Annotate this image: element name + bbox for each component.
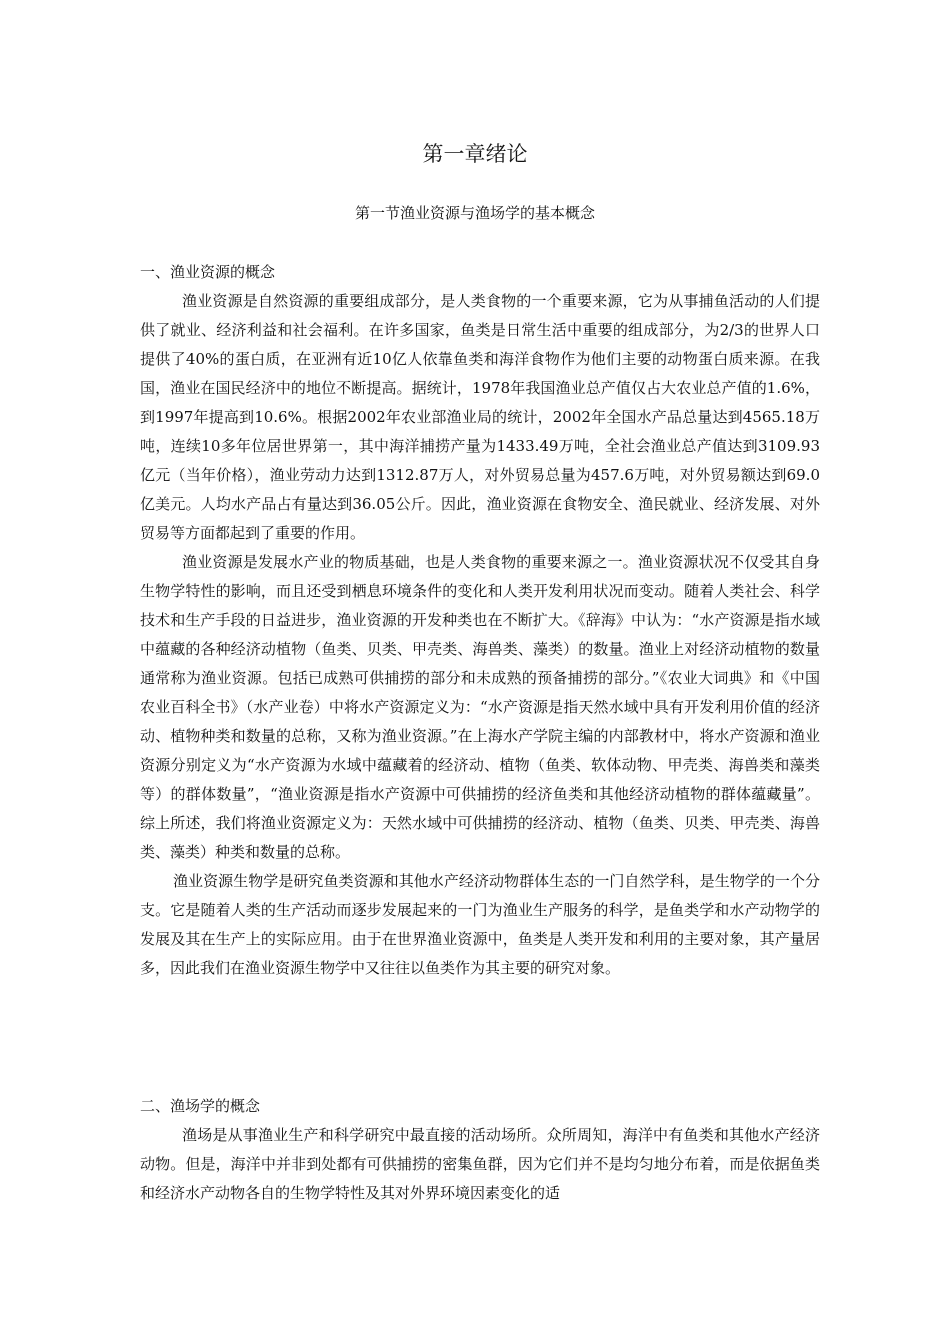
section-one: [140, 258, 820, 983]
paragraph: 渔场是从事渔业生产和科学研究中最直接的活动场所。众所周知，海洋中有鱼类和其他水产经济动物。但是，海洋中并非到处都有可供捕捞的密集鱼群，因为它们并不是均匀地分布着，而是依据鱼类和经济水产动物各自的生物学特性及其对外界环境因素变化的适: [140, 1126, 820, 1202]
paragraph: 渔业资源是发展水产业的物质基础，也是人类食物的重要来源之一。渔业资源状况不仅受其自身生物学特性的影响，而且还受到栖息环境条件的变化和人类开发利用状况而变动。随着人类社会、科学技术和生产手段的日益进步，渔业资源的开发种类也在不断扩大。《辞海》中认为：“水产资源是指水域中蕴藏的各种经济动植物（鱼类、贝类、甲壳类、海兽类、藻类）的数量。渔业上对经济动植物的数量通常称为渔业资源。包括已成熟可供捕捞的部分和未成熟的预备捕捞的部分。”《农业大词典》和《中国农业百科全书》（水产业卷）中将水产资源定义为：“水产资源是指天然水域中具有开发利用价值的经济动、植物种类和数量的总称，又称为渔业资源。”在上海水产学院主编的内部教材中，将水产资源和渔业资源分别定义为“水产资源为水域中蕴藏着的经济动、植物（鱼类、软体动物、甲壳类、海兽类和藻类等）的群体数量”，“渔业资源是指水产资源中可供捕捞的经济鱼类和其他经济动植物的群体蕴藏量”。综上所述，我们将渔业资源定义为：天然水域中可供捕捞的经济动、植物（鱼类、贝类、甲壳类、海兽类、藻类）种类和数量的总称。: [140, 553, 820, 861]
chapter-title: 第一章绪论: [422, 142, 528, 166]
section-two: [140, 1092, 820, 1208]
paragraph: 渔业资源生物学是研究鱼类资源和其他水产经济动物群体生态的一门自然学科，是生物学的一个分支。它是随着人类的生产活动而逐步发展起来的一门为渔业生产服务的科学，是鱼类学和水产动物学的发展及其在生产上的实际应用。由于在世界渔业资源中，鱼类是人类开发和利用的主要对象，其产量居多，因此我们在渔业资源生物学中又往往以鱼类作为其主要的研究对象。: [140, 872, 820, 977]
section-one-heading: 一、渔业资源的概念: [140, 263, 276, 281]
section-title: 第一节渔业资源与渔场学的基本概念: [354, 204, 595, 222]
section-two-heading: 二、渔场学的概念: [140, 1097, 261, 1115]
paragraph: 渔业资源是自然资源的重要组成部分，是人类食物的一个重要来源，它为从事捕鱼活动的人们提供了就业、经济利益和社会福利。在许多国家，鱼类是日常生活中重要的组成部分，为2/3的世界人口提供了40%的蛋白质，在亚洲有近10亿人依靠鱼类和海洋食物作为他们主要的动物蛋白质来源。在我国，渔业在国民经济中的地位不断提高。据统计，1978年我国渔业总产值仅占大农业总产值的1.6%，到1997年提高到10.6%。根据2002年农业部渔业局的统计，2002年全国水产品总量达到4565.18万吨，连续10多年位居世界第一，其中海洋捕捞产量为1433.49万吨，全社会渔业总产值达到3109.93亿元（当年价格），渔业劳动力达到1312.87万人，对外贸易总量为457.6万吨，对外贸易额达到69.0亿美元。人均水产品占有量达到36.05公斤。因此，渔业资源在食物安全、渔民就业、经济发展、对外贸易等方面都起到了重要的作用。: [140, 292, 820, 542]
